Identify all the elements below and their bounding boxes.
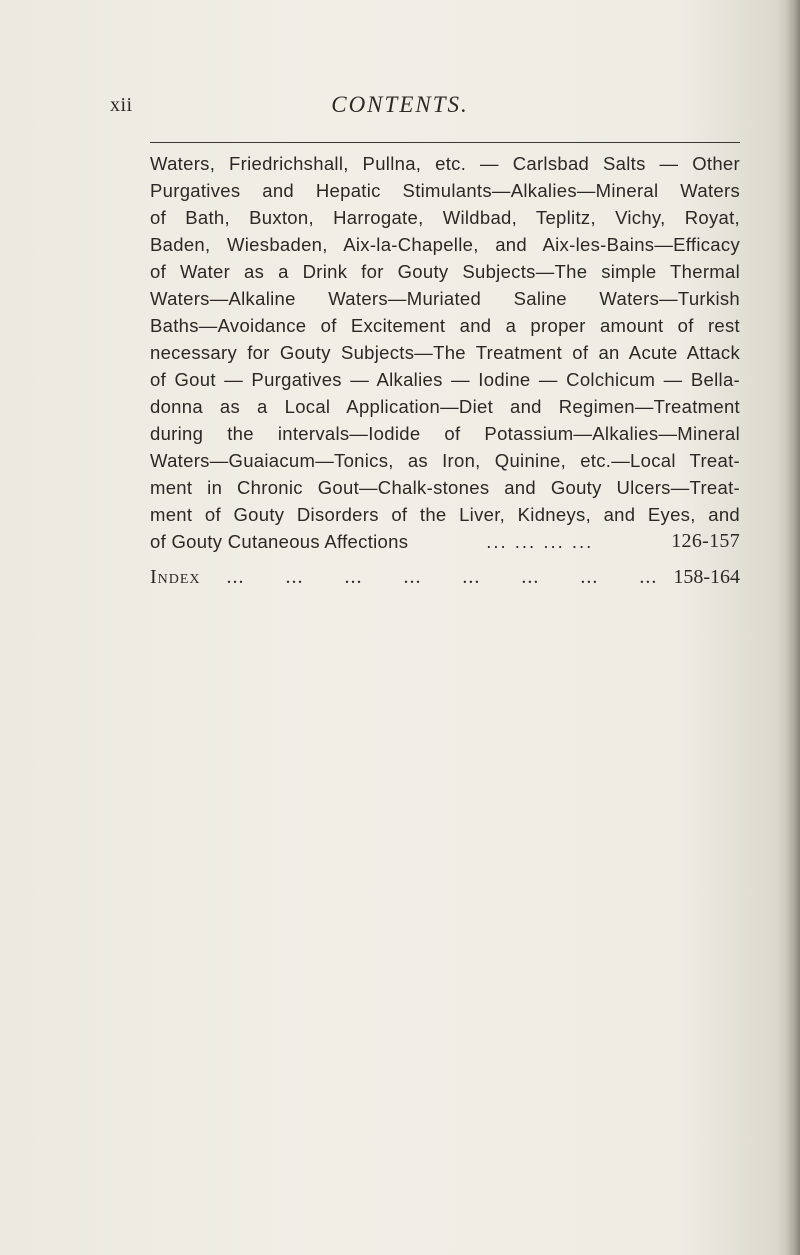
dot-leader: ... (580, 566, 599, 588)
header-rule (150, 142, 740, 143)
entry-last-line (150, 528, 740, 555)
dot-leader: ... (344, 566, 363, 588)
entry-line: of Gout — Purgatives — Alkalies — Iodine — Colchicum — Bella- (150, 369, 740, 390)
dot-leader: ... (285, 566, 304, 588)
entry-line: Baths—Avoidance of Excitement and a proper amount of rest (150, 315, 740, 336)
dot-leaders: ... ... ... ... (486, 531, 594, 552)
entry-line: ment of Gouty Disorders of the Liver, Kidneys, and Eyes, and (150, 504, 740, 525)
running-head (0, 92, 800, 126)
entry-line: during the intervals—Iodide of Potassium—Alkalies—Mineral (150, 423, 740, 444)
entry-line: ment in Chronic Gout—Chalk-stones and Gouty Ulcers—Treat- (150, 477, 740, 498)
index-label: Index (150, 566, 201, 588)
dot-leader: ... (403, 566, 422, 588)
entry-line: necessary for Gouty Subjects—The Treatment of an Acute Attack (150, 342, 740, 363)
page-range: 158-164 (673, 566, 740, 588)
page-edge-shadow (786, 0, 800, 1255)
dot-leader: ... (521, 566, 540, 588)
entry-line: of Water as a Drink for Gouty Subjects—The simple Thermal (150, 261, 740, 282)
entry-line: Purgatives and Hepatic Stimulants—Alkalies—Mineral Waters (150, 180, 740, 201)
entry-last-line-text: of Gouty Cutaneous Affections (150, 531, 409, 552)
page-number: xii (110, 94, 133, 116)
page-range: 126-157 (671, 530, 740, 552)
entry-line: Waters—Alkaline Waters—Muriated Saline Waters—Turkish (150, 288, 740, 309)
index-entry (150, 566, 740, 589)
entry-line: Waters, Friedrichshall, Pullna, etc. — Carlsbad Salts — Other (150, 153, 740, 174)
entry-line: Baden, Wiesbaden, Aix-la-Chapelle, and Aix-les-Bains—Efficacy (150, 234, 740, 255)
dot-leaders (227, 566, 658, 589)
contents-entry (150, 150, 740, 555)
entry-line: donna as a Local Application—Diet and Regimen—Treatment (150, 396, 740, 417)
dot-leader: ... (462, 566, 481, 588)
dot-leader: ... (639, 566, 658, 588)
page-title: CONTENTS. (331, 92, 469, 117)
entry-line: of Bath, Buxton, Harrogate, Wildbad, Teplitz, Vichy, Royat, (150, 207, 740, 228)
dot-leader: ... (226, 566, 245, 588)
entry-line: Waters—Guaiacum—Tonics, as Iron, Quinine, etc.—Local Treat- (150, 450, 740, 471)
